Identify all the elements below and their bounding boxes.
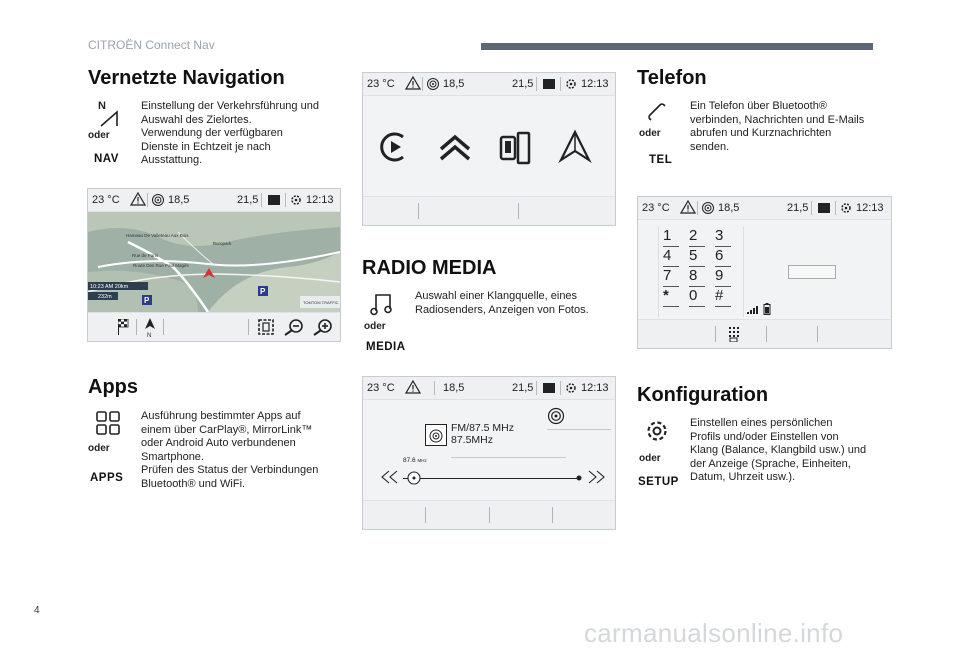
seek-back-icon[interactable] (379, 469, 401, 485)
keypad-key[interactable]: 8 (689, 267, 705, 287)
radio-code: MEDIA (366, 341, 406, 353)
apps-grid-icon (96, 411, 120, 435)
map-town-label: Buropark (213, 241, 232, 246)
telefon-code: TEL (649, 154, 673, 166)
nav-map[interactable] (88, 212, 340, 312)
status-bar (363, 377, 615, 400)
nav-desc-line: Dienste in Echtzeit je nach (141, 140, 271, 153)
apps-screen (362, 72, 616, 226)
telefon-oder: oder (639, 128, 661, 139)
radio-oder: oder (364, 321, 386, 332)
nav-icon-group (95, 98, 125, 128)
radio-signal-icon (701, 201, 715, 215)
radio-source-icon[interactable] (547, 407, 565, 425)
radio-signal-icon (426, 77, 440, 91)
warning-icon (680, 200, 696, 214)
status-bar (363, 73, 615, 96)
station-info (451, 423, 514, 446)
status-value-2: 21,5 (787, 202, 809, 214)
status-temperature: 23 °C (367, 78, 395, 90)
tuner-end-marker (575, 474, 583, 482)
station-logo-icon (425, 424, 447, 446)
page-number: 4 (34, 605, 40, 616)
map-town-label: Hameau De Valleteau Aux Bois (126, 233, 189, 238)
tomtom-traffic-logo: TOMTOM TRAFFIC (303, 300, 339, 305)
radio-heading: RADIO MEDIA (362, 257, 497, 279)
nav-desc-line: Auswahl des Zielortes. (141, 113, 252, 126)
keypad-key[interactable]: 1 (663, 227, 679, 247)
android-auto-icon[interactable] (438, 131, 472, 163)
nav-heading: Vernetzte Navigation (88, 67, 285, 89)
warning-icon (130, 192, 146, 206)
tuner-slider-handle[interactable] (407, 471, 421, 485)
konfig-desc-line: Einstellen eines persönlichen (690, 417, 833, 429)
telefon-desc-line: abrufen und Kurznachrichten (690, 127, 832, 140)
seek-forward-icon[interactable] (585, 469, 607, 485)
apps-desc-line: Smartphone. (141, 450, 204, 463)
konfig-desc-line: Klang (Balance, Klangbild usw.) und (690, 444, 867, 457)
keypad-key[interactable]: 3 (715, 227, 731, 247)
music-note-icon (369, 292, 393, 316)
status-value-1: 18,5 (718, 202, 740, 214)
apps-heading: Apps (88, 376, 138, 398)
keypad-key[interactable]: 0 (689, 287, 705, 307)
zoom-out-icon[interactable] (283, 318, 305, 336)
konfig-heading: Konfiguration (637, 384, 769, 406)
station-name: FM/87.5 MHz (451, 422, 515, 434)
tuner-slider-track[interactable] (403, 478, 578, 479)
svg-text:P: P (144, 296, 150, 305)
dialpad-icon[interactable] (728, 326, 740, 342)
telefon-desc-line: verbinden, Nachrichten und E-Mails (690, 113, 865, 126)
nav-screen (87, 188, 341, 342)
status-value-2: 21,5 (237, 194, 259, 206)
apps-desc-line: Bluetooth® und WiFi. (141, 477, 246, 490)
checkered-flag-icon[interactable] (118, 319, 130, 335)
compass-north-icon[interactable] (143, 316, 157, 338)
phone-handset-icon (646, 101, 668, 123)
svg-text:N: N (147, 333, 152, 338)
nav-oder: oder (88, 130, 110, 141)
phone-number-field[interactable] (788, 265, 836, 279)
apps-toolbar (363, 196, 615, 225)
radio-desc-line: Auswahl einer Klangquelle, eines (415, 290, 578, 302)
nav-desc-line: Einstellung der Verkehrsführung und (141, 100, 319, 112)
radio-screen (362, 376, 616, 530)
map-layers-icon[interactable] (256, 318, 276, 336)
keypad-key[interactable]: 4 (663, 247, 679, 267)
status-value-1: 18,5 (168, 194, 190, 206)
konfig-desc-line: der Anzeige (Sprache, Einheiten, (690, 457, 851, 470)
map-distance: 232m (98, 294, 112, 300)
radio-description (415, 290, 615, 317)
telefon-description (690, 100, 900, 154)
status-time: 12:13 (856, 202, 884, 214)
station-frequency: 87.5MHz (451, 433, 494, 446)
apps-desc-line: einem über CarPlay®, MirrorLink™ (141, 423, 313, 436)
tuner-frequency-value: 87.6 (403, 457, 416, 464)
tuner-frequency-unit: MHz (417, 458, 427, 463)
apps-desc-line: Prüfen des Status der Verbindungen (141, 464, 319, 477)
status-value-2: 21,5 (512, 382, 534, 394)
phone-battery-level-icon (763, 303, 771, 315)
phone-keypad (658, 227, 744, 317)
radio-desc-line: Radiosenders, Anzeigen von Fotos. (415, 303, 589, 316)
status-value-2: 21,5 (512, 78, 534, 90)
status-temperature: 23 °C (92, 194, 120, 206)
status-temperature: 23 °C (642, 202, 670, 214)
nav-desc-line: Verwendung der verfügbaren (141, 127, 283, 140)
connected-navigation-icon[interactable] (558, 129, 592, 163)
keypad-key[interactable]: # (715, 287, 731, 307)
keypad-key[interactable]: 5 (689, 247, 705, 267)
watermark: carmanualsonline.info (584, 618, 844, 648)
keypad-key[interactable]: 9 (715, 267, 731, 287)
apps-desc-line: oder Android Auto verbundenen (141, 437, 296, 450)
nav-toolbar (88, 312, 340, 341)
phone-battery-icon (267, 194, 281, 206)
telefon-desc-line: senden. (690, 140, 730, 153)
keypad-key[interactable]: 2 (689, 227, 705, 247)
settings-status-icon (564, 381, 578, 395)
status-value-1: 18,5 (443, 78, 465, 90)
konfig-code: SETUP (638, 476, 679, 488)
keypad-key[interactable]: 6 (715, 247, 731, 267)
map-street-label: Rue de Paris (132, 253, 159, 258)
header-bar (481, 43, 873, 50)
settings-status-icon (839, 201, 853, 215)
nav-description (141, 100, 361, 168)
svg-text:N: N (98, 100, 106, 112)
map-street-label: Route Des Rue Paul Magès (133, 263, 189, 268)
status-time: 12:13 (306, 194, 334, 206)
apps-oder: oder (88, 443, 110, 454)
telefon-heading: Telefon (637, 67, 707, 89)
map-eta-badge: 10:23 AM 20km (90, 284, 129, 290)
apps-code: APPS (90, 472, 124, 484)
konfig-desc-line: Datum, Uhrzeit usw.). (690, 471, 796, 484)
nav-desc-line: Ausstattung. (141, 154, 203, 167)
phone-battery-icon (817, 202, 831, 214)
radio-signal-icon (151, 193, 165, 207)
apps-desc-line: Ausführung bestimmter Apps auf (141, 410, 301, 422)
manual-header-title: CITROËN Connect Nav (88, 38, 215, 52)
warning-icon (405, 76, 421, 90)
status-time: 12:13 (581, 78, 609, 90)
tuner-frequency-label (403, 457, 427, 464)
keypad-key[interactable]: * (663, 287, 679, 307)
telefon-desc-line: Ein Telefon über Bluetooth® (690, 100, 827, 112)
phone-screen (637, 196, 892, 349)
navigation-arrow-icon (95, 98, 125, 128)
konfig-oder: oder (639, 453, 661, 464)
zoom-in-icon[interactable] (312, 318, 334, 336)
carplay-icon[interactable] (379, 131, 409, 163)
status-temperature: 23 °C (367, 382, 395, 394)
settings-status-icon (289, 193, 303, 207)
status-bar (88, 189, 340, 212)
settings-gear-icon (644, 418, 670, 444)
signal-strength-icon (746, 305, 760, 315)
apps-description (141, 410, 361, 492)
status-value-1: 18,5 (443, 382, 465, 394)
nav-code: NAV (94, 153, 119, 165)
status-bar (638, 197, 891, 220)
settings-status-icon (564, 77, 578, 91)
warning-icon (405, 380, 421, 394)
phone-battery-icon (542, 382, 556, 394)
svg-text:P: P (260, 287, 266, 296)
radio-toolbar (363, 500, 615, 529)
keypad-key[interactable]: 7 (663, 267, 679, 287)
phone-toolbar (638, 319, 891, 348)
konfig-desc-line: Profils und/oder Einstellen von (690, 430, 839, 443)
mirrorlink-icon[interactable] (498, 131, 532, 165)
phone-battery-icon (542, 78, 556, 90)
konfig-description (690, 417, 905, 485)
status-time: 12:13 (581, 382, 609, 394)
